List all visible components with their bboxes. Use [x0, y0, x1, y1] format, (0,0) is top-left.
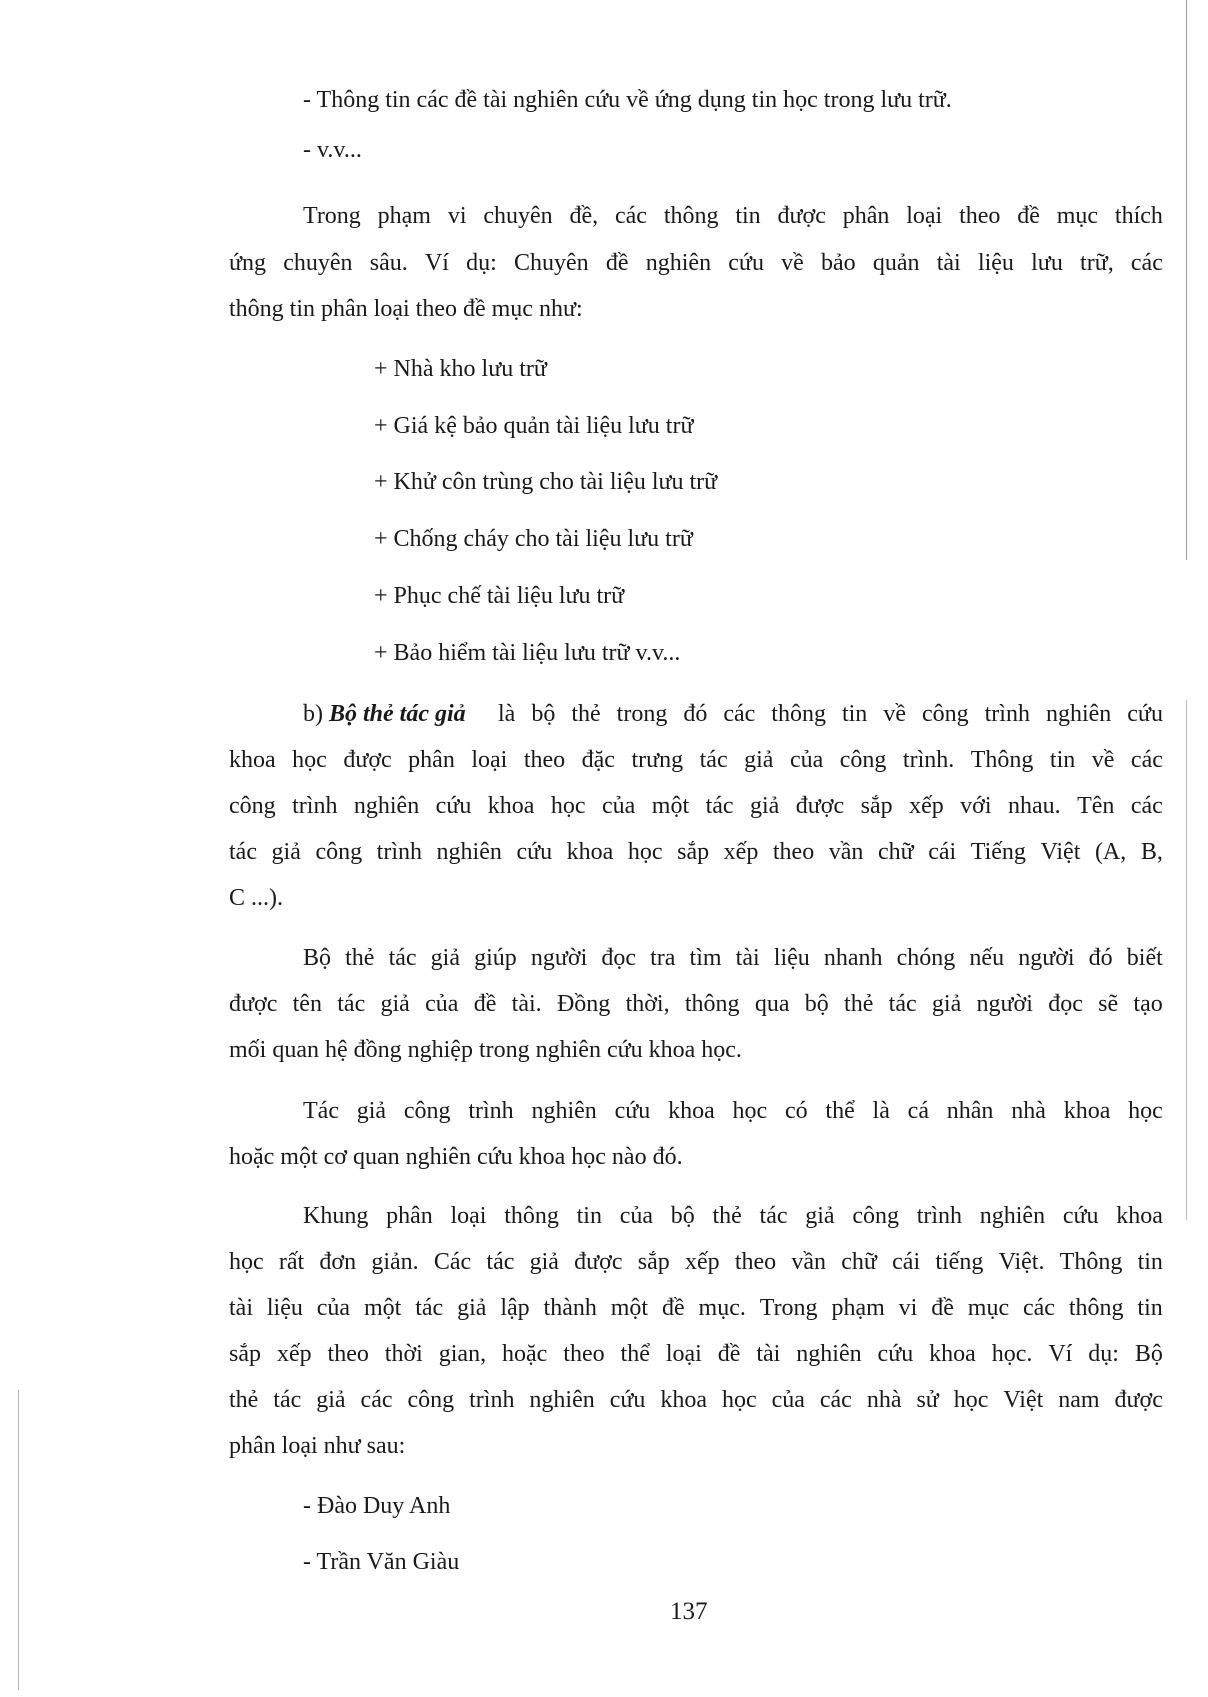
word: tin [841, 701, 868, 727]
word: cá [907, 1098, 929, 1124]
word: được [343, 747, 392, 773]
word: Thông [1059, 1249, 1123, 1275]
para-5-line-1 [303, 1200, 1163, 1232]
word: thông [1068, 1295, 1124, 1321]
word: là [872, 1098, 890, 1124]
word: vi [898, 1295, 918, 1321]
para-2-line-5: C ...). [229, 885, 283, 911]
word: giả [316, 1387, 346, 1413]
plus-item-3: + Khử côn trùng cho tài liệu lưu trữ [374, 469, 718, 495]
word: tác [273, 1387, 302, 1413]
para-5-line-5 [229, 1384, 1163, 1416]
word: phân [408, 747, 455, 773]
word: khoa [1063, 1098, 1111, 1124]
word: biết [1126, 945, 1163, 971]
para-5-line-4 [229, 1338, 1163, 1370]
word: nhau. [1007, 793, 1061, 819]
para-1-line-3: thông tin phân loại theo đề mục như: [229, 296, 583, 322]
word: cứu [728, 250, 764, 276]
word: chuyên [283, 250, 353, 276]
word: của [789, 747, 824, 773]
name-item-1: - Đào Duy Anh [303, 1493, 451, 1519]
para-3-line-3: mối quan hệ đồng nghiệp trong nghiên cứu khoa học. [229, 1037, 742, 1063]
word: Khung [303, 1203, 369, 1229]
word: một [610, 1295, 649, 1321]
plus-item-5: + Phục chế tài liệu lưu trữ [374, 583, 625, 609]
word: Bộ [303, 945, 332, 971]
word: tiếng [935, 1249, 984, 1275]
word: nghiên [353, 793, 420, 819]
word: trữ, [1080, 250, 1114, 276]
word: sắp [860, 793, 893, 819]
word: quản [872, 250, 920, 276]
word: tạo [1133, 991, 1163, 1017]
word: nhanh [823, 945, 883, 971]
word: dụ: [1088, 1341, 1119, 1367]
word: bộ [531, 701, 556, 727]
word: công [229, 793, 276, 819]
word: tác [337, 991, 366, 1017]
word: là [498, 701, 516, 727]
word: nếu [969, 945, 1005, 971]
word: Thông [970, 747, 1034, 773]
word: các [1130, 793, 1163, 819]
word: sắp [637, 1249, 670, 1275]
word: giả [750, 793, 780, 819]
word: vần [791, 1249, 827, 1275]
word: đọc [1048, 991, 1083, 1017]
word: học [292, 747, 327, 773]
word: cứu [609, 1387, 646, 1413]
para-2-term: Bộ thẻ tác giả [329, 701, 466, 727]
word: đề [605, 250, 629, 276]
word: tin [1137, 1295, 1163, 1321]
word: giả [931, 991, 962, 1017]
word: nghiên [531, 1098, 597, 1124]
word: sắp [229, 1341, 261, 1367]
word: thành [543, 1295, 597, 1321]
word: giả [380, 991, 410, 1017]
word: theo [772, 839, 815, 865]
word: xếp [684, 1249, 720, 1275]
word: đề [661, 1295, 685, 1321]
word: học [721, 1387, 757, 1413]
word: chuyên [483, 203, 553, 229]
word: đó [1088, 945, 1113, 971]
word: cứu [877, 1341, 914, 1367]
word: xếp [909, 793, 944, 819]
word: tài [756, 1341, 781, 1367]
word: Tác [303, 1098, 339, 1124]
word: giả [805, 1203, 835, 1229]
word: được [777, 203, 826, 229]
word: có [784, 1098, 808, 1124]
word: chữ [841, 1249, 877, 1275]
word: của [771, 1387, 805, 1413]
word: mục [967, 1295, 1010, 1321]
name-item-2: - Trần Văn Giàu [303, 1549, 460, 1575]
word: đề [931, 1295, 954, 1321]
word: xếp [723, 839, 759, 865]
word: lập [500, 1295, 530, 1321]
word: chóng [896, 945, 956, 971]
word: được [229, 991, 278, 1017]
plus-item-1: + Nhà kho lưu trữ [374, 356, 547, 382]
word: học [550, 793, 586, 819]
word: qua [754, 991, 790, 1017]
word: nhà [866, 1387, 902, 1413]
word: với [960, 793, 992, 819]
word: sử [916, 1387, 939, 1413]
para-5-line-3 [229, 1292, 1163, 1324]
plus-item-4: + Chống cháy cho tài liệu lưu trữ [374, 526, 693, 552]
word: tin [1049, 747, 1076, 773]
word: thẻ [229, 1387, 259, 1413]
word: cứu [1062, 1203, 1099, 1229]
word: của [619, 1203, 653, 1229]
word: loại [906, 203, 943, 229]
para-3-line-1 [303, 942, 1163, 974]
para-2-line-2 [229, 744, 1163, 776]
word: loại [471, 747, 508, 773]
word: nghiên [436, 839, 502, 865]
para-4-line-1 [303, 1095, 1163, 1127]
word: giả [529, 1249, 559, 1275]
para-5-line-6: phân loại như sau: [229, 1433, 406, 1459]
word: sẽ [1098, 991, 1119, 1017]
word: nghiên [645, 250, 712, 276]
word: giúp [474, 945, 517, 971]
word: giả [457, 1295, 487, 1321]
word: các [615, 203, 647, 229]
para-4-line-2: hoặc một cơ quan nghiên cứu khoa học nào đó. [229, 1144, 683, 1170]
word: liệu [977, 250, 1014, 276]
scan-edge-line [18, 1390, 19, 1690]
word: khoa [668, 1098, 715, 1124]
scan-edge-line [1186, 0, 1187, 560]
word: theo [327, 1341, 369, 1367]
word: Bộ [1134, 1341, 1163, 1367]
word: về [1091, 747, 1115, 773]
word: Ví [424, 250, 449, 276]
word: khoa [566, 839, 614, 865]
word: nghiên [1045, 701, 1112, 727]
word: phạm [377, 203, 431, 229]
list-item-top-2: - v.v... [303, 137, 362, 163]
word: đề, [569, 203, 599, 229]
word: rất [278, 1249, 305, 1275]
word: liệu [773, 945, 810, 971]
word: gian, [438, 1341, 487, 1367]
word: thời, [625, 991, 670, 1017]
word: đề [473, 991, 497, 1017]
word: khoa [1116, 1203, 1163, 1229]
word: người [1018, 945, 1075, 971]
word: sâu. [369, 250, 408, 276]
word: Tên [1077, 793, 1115, 819]
word: Tiếng [970, 839, 1026, 865]
word: tin [576, 1203, 602, 1229]
word: Các [433, 1249, 472, 1275]
word: tin [1137, 1249, 1163, 1275]
para-1-line-2 [229, 247, 1163, 279]
word: các [1023, 1295, 1055, 1321]
word: học [953, 1387, 989, 1413]
word: về [781, 250, 804, 276]
word: vần [828, 839, 864, 865]
para-2-line-1 [498, 698, 1163, 730]
word: theo [523, 747, 566, 773]
word: giả [271, 839, 301, 865]
word: trình [376, 839, 422, 865]
word: tác [415, 1295, 444, 1321]
word: được [1114, 1387, 1163, 1413]
word: Việt [1003, 1387, 1044, 1413]
para-2-line-4 [229, 836, 1163, 868]
word: công [921, 701, 969, 727]
word: bảo [821, 250, 856, 276]
word: tác [486, 1249, 515, 1275]
word: các [360, 1387, 393, 1413]
word: đặc [581, 747, 615, 773]
word: trình [916, 1203, 963, 1229]
page-number: 137 [670, 1598, 708, 1625]
word: thẻ [844, 991, 874, 1017]
list-item-top-1: - Thông tin các đề tài nghiên cứu về ứng dụng tin học trong lưu trữ. [303, 87, 952, 113]
word: các [1130, 250, 1163, 276]
word: người [530, 945, 588, 971]
word: trưng [631, 747, 684, 773]
word: Trong [303, 203, 361, 229]
word: đề [717, 1341, 741, 1367]
word: tin [735, 203, 761, 229]
word: được [795, 793, 845, 819]
word: trong [616, 701, 668, 727]
word: công [407, 1387, 455, 1413]
word: thông [771, 701, 826, 727]
word: cứu [516, 839, 553, 865]
word: mục. [698, 1295, 746, 1321]
word: tài [735, 945, 760, 971]
word: bộ [804, 991, 829, 1017]
word: về [883, 701, 906, 727]
word: trình [984, 701, 1030, 727]
word: loại [450, 1203, 487, 1229]
word: chữ [878, 839, 914, 865]
scan-edge-line [1186, 700, 1187, 1220]
word: thông [684, 991, 740, 1017]
word: nhà [1011, 1098, 1046, 1124]
word: thẻ [345, 945, 375, 971]
word: học [627, 839, 663, 865]
word: tìm [689, 945, 722, 971]
word: thể [825, 1098, 855, 1124]
word: đó [683, 701, 708, 727]
word: Trong [759, 1295, 818, 1321]
word: nam [1058, 1387, 1100, 1413]
word: theo [959, 203, 1001, 229]
plus-item-2: + Giá kệ bảo quản tài liệu lưu trữ [374, 413, 694, 439]
word: B, [1140, 839, 1163, 865]
word: xếp [276, 1341, 312, 1367]
word: Việt [1040, 839, 1081, 865]
word: tài [936, 250, 961, 276]
word: thích [1114, 203, 1163, 229]
word: tác [388, 945, 417, 971]
word: cứu [1127, 701, 1163, 727]
word: tra [650, 945, 676, 971]
word: đề [1017, 203, 1040, 229]
word: khoa [929, 1341, 976, 1367]
word: trình [468, 1098, 514, 1124]
word: loại [665, 1341, 702, 1367]
word: tác [229, 839, 257, 865]
word: giả [744, 747, 774, 773]
para-5-line-2 [229, 1246, 1163, 1278]
word: các [819, 1387, 852, 1413]
word: vi [447, 203, 467, 229]
word: phân [842, 203, 890, 229]
word: học [1128, 1098, 1163, 1124]
para-2-lead-label: b) [303, 701, 329, 727]
word: của [602, 793, 636, 819]
word: dụ: [466, 250, 497, 276]
word: phạm [831, 1295, 885, 1321]
word: khoa [487, 793, 535, 819]
word: nghiên [796, 1341, 862, 1367]
word: nghiên [979, 1203, 1046, 1229]
word: thẻ [712, 1203, 742, 1229]
word: bộ [670, 1203, 695, 1229]
word: lưu [1031, 250, 1063, 276]
word: đọc [601, 945, 637, 971]
para-3-line-2 [229, 988, 1163, 1020]
word: một [651, 793, 690, 819]
word: phân [386, 1203, 433, 1229]
para-1-line-1 [303, 200, 1163, 232]
word: của [316, 1295, 351, 1321]
word: theo [734, 1249, 777, 1275]
word: được [574, 1249, 623, 1275]
word: giả [356, 1098, 387, 1124]
word: tác [888, 991, 917, 1017]
word: ứng [229, 250, 267, 276]
word: theo [563, 1341, 605, 1367]
word: học. [991, 1341, 1033, 1367]
word: của [425, 991, 459, 1017]
word: Đồng [556, 991, 611, 1017]
word: thông [663, 203, 719, 229]
word: trình [292, 793, 338, 819]
word: thông [504, 1203, 559, 1229]
word: Chuyên [514, 250, 589, 276]
word: sắp [677, 839, 710, 865]
word: thẻ [571, 701, 601, 727]
word: khoa [660, 1387, 707, 1413]
word: tài [229, 1295, 253, 1321]
word: Ví [1048, 1341, 1073, 1367]
word: trình. [902, 747, 955, 773]
word: công [403, 1098, 451, 1124]
word: tác [699, 747, 728, 773]
word: tài. [511, 991, 542, 1017]
word: nhân [946, 1098, 994, 1124]
word: cứu [614, 1098, 651, 1124]
word: khoa [229, 747, 276, 773]
word: đơn [319, 1249, 357, 1275]
word: hoặc [502, 1341, 548, 1367]
word: công [315, 839, 363, 865]
word: cái [892, 1249, 921, 1275]
word: tên [292, 991, 322, 1017]
word: giả [430, 945, 460, 971]
word: cứu [435, 793, 472, 819]
word: học [229, 1249, 264, 1275]
word: trình [469, 1387, 515, 1413]
para-2-line-3 [229, 790, 1163, 822]
word: các [1130, 747, 1163, 773]
word: thời [384, 1341, 423, 1367]
word: giản. [371, 1249, 419, 1275]
plus-item-6: + Bảo hiểm tài liệu lưu trữ v.v... [374, 640, 681, 666]
word: cái [928, 839, 957, 865]
word: công [852, 1203, 899, 1229]
word: công [839, 747, 887, 773]
word: thể [620, 1341, 650, 1367]
word: mục [1056, 203, 1099, 229]
word: một [363, 1295, 402, 1321]
word: Việt. [998, 1249, 1045, 1275]
para-2-lead [303, 698, 466, 730]
word: người [976, 991, 1033, 1017]
word: tác [705, 793, 734, 819]
word: tác [759, 1203, 788, 1229]
word: các [723, 701, 756, 727]
word: liệu [266, 1295, 303, 1321]
word: học [732, 1098, 768, 1124]
word: nghiên [529, 1387, 595, 1413]
word: (A, [1094, 839, 1127, 865]
